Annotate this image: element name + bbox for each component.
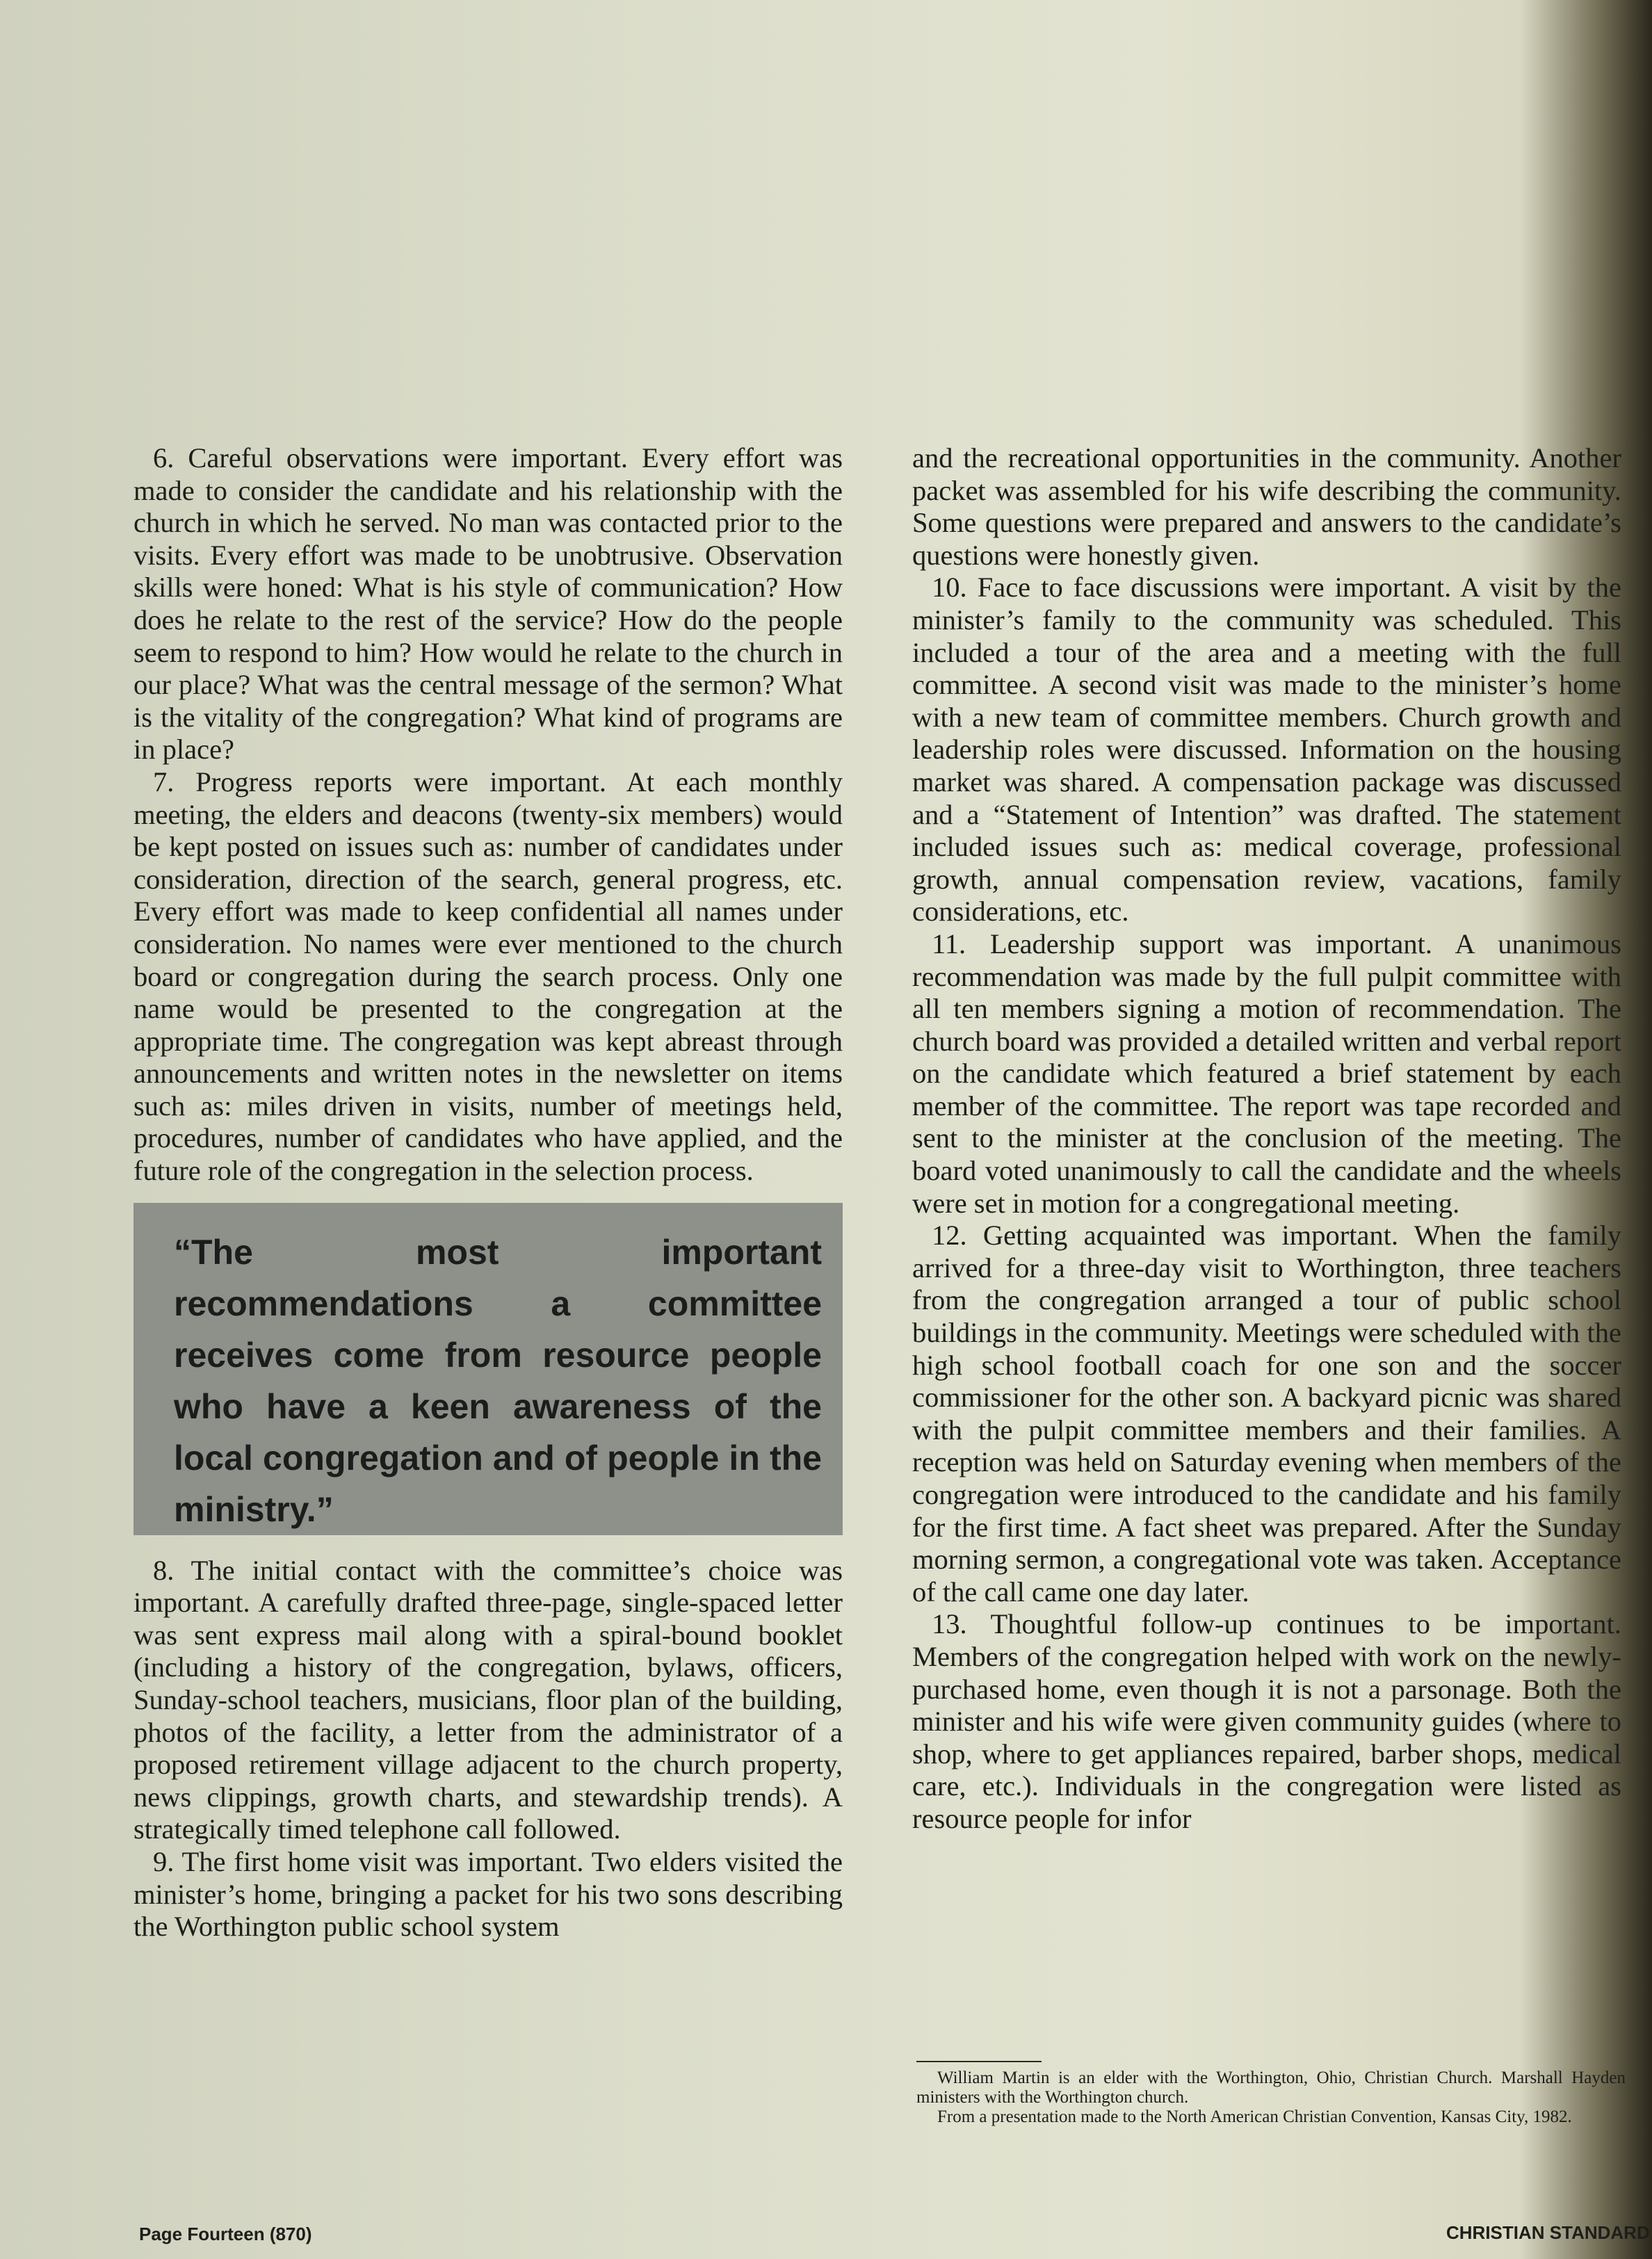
paragraph-10: 10. Face to face discussions were important. A visit by the minister’s family to the community was scheduled. This included a tour of the area and a meeting with the full committee. A second visit was made to the minister’s home with a new team of committee members. Church growth and leadership roles were discussed. Information on the housing market was shared. A compensation package was discussed and a “Statement of Intention” was drafted. The statement included issues such as: medical coverage, professional growth, annual compensation review, vacations, family considerations, etc. [912,572,1621,928]
right-column [912,442,1621,2027]
paragraph-11: 11. Leadership support was important. A unanimous recommendation was made by the full pulpit committee with all ten members signing a motion of recommendation. The church board was provided a detailed written and verbal report on the candidate which featured a brief statement by each member of the committee. The report was tape recorded and sent to the minister at the conclusion of the meeting. The board voted unanimously to call the candidate and the wheels were set in motion for a congregational meeting. [912,928,1621,1219]
paragraph-7: 7. Progress reports were important. At each monthly meeting, the elders and deacons (twenty-six members) would be kept posted on issues such as: number of candidates under consideration, direction of the search, general progress, etc. Every effort was made to keep confidential all names under consideration. No names were ever mentioned to the church board or congregation during the search process. Only one name would be presented to the congregation at the appropriate time. The congregation was kept abreast through announcements and written notes in the newsletter on items such as: miles driven in visits, number of meetings held, procedures, number of candidates who have applied, and the future role of the congregation in the selection process. [133,766,843,1187]
paragraph-13: 13. Thoughtful follow-up continues to be important. Members of the congregation helped with work on the newly-purchased home, even though it is not a parsonage. Both the minister and his wife were given community guides (where to shop, where to get appliances repaired, barber shops, medical care, etc.). Individuals in the congregation were listed as resource people for infor [912,1608,1621,1834]
footnotes [916,2068,1626,2159]
page-number: Page Fourteen (870) [139,2224,312,2244]
pull-quote: “The most important recommendations a committee receives come from resource people who have a keen awareness of the local congregation and of people in the ministry.” [133,1203,843,1535]
paragraph-8: 8. The initial contact with the committee’s choice was important. A carefully drafted three-page, single-spaced letter was sent express mail along with a spiral-bound booklet (including a history of the congregation, bylaws, officers, Sunday-school teachers, musicians, floor plan of the building, photos of the facility, a letter from the administrator of a proposed retirement village adjacent to the church property, news clippings, growth charts, and stewardship trends). A strategically timed telephone call followed. [133,1554,843,1845]
publication-name: CHRISTIAN STANDARD [1446,2222,1650,2243]
paragraph-9: 9. The first home visit was important. Two elders visited the minister’s home, bringing a packet for his two sons describing the Worthington public school system [133,1846,843,1943]
footnote-source: From a presentation made to the North American Christian Convention, Kansas City, 1982. [937,2107,1572,2126]
paragraph-12: 12. Getting acquainted was important. When the family arrived for a three-day visit to Worthington, three teachers from the congregation arranged a tour of public school buildings in the community. Meetings were scheduled with the high school football coach for one son and the soccer commissioner for the other son. A backyard picnic was shared with the pulpit committee members and their families. A reception was held on Saturday evening when members of the congregation were introduced to the candidate and his family for the first time. A fact sheet was prepared. After the Sunday morning sermon, a congregational vote was taken. Acceptance of the call came one day later. [912,1220,1621,1608]
footnote-author: William Martin is an elder with the Worthington, Ohio, Christian Church. Marshall Hayden ministers with the Worthington church. [916,2068,1626,2107]
paragraph-6: 6. Careful observations were important. Every effort was made to consider the candidate and his relationship with the church in which he served. No man was contacted prior to the visits. Every effort was made to be unobtrusive. Observation skills were honed: What is his style of communication? How does he relate to the rest of the service? How do the people seem to respond to him? How would he relate to the church in our place? What was the central message of the sermon? What is the vitality of the congregation? What kind of programs are in place? [133,442,843,766]
left-column [133,442,843,1943]
footnote-divider [916,2061,1042,2062]
paragraph-9-continued: and the recreational opportunities in the community. Another packet was assembled for his wife describing the community. Some questions were prepared and answers to the candidate’s questions were honestly given. [912,442,1621,571]
